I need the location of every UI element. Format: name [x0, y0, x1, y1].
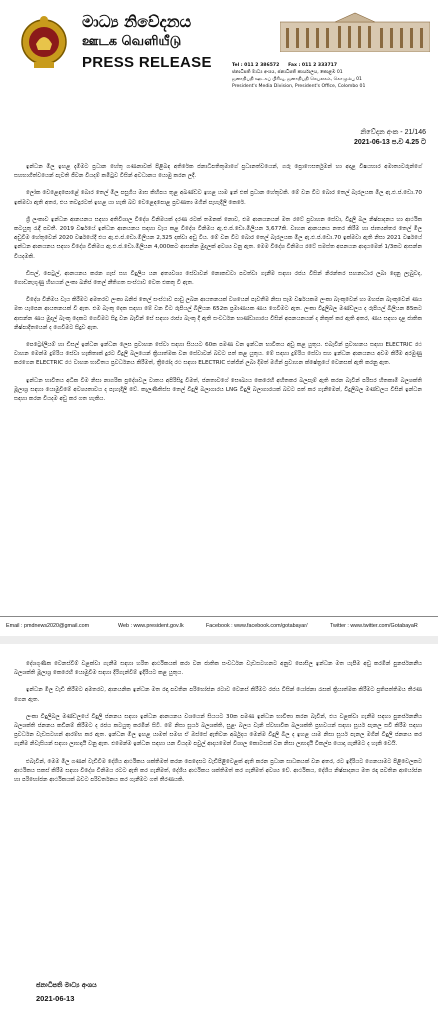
- presidential-office-building-icon: [280, 12, 430, 52]
- release-reference: [354, 128, 426, 148]
- paragraph: විදේශ විනිමය වැය කිරීමට අමතරව ලංකා ඛනිජ තෙල් සංස්ථාව පාඩු ලබන ආයතනයක් වශයෙන් පැවතීම නිසා සෑම වර්ෂයකම ලංකා බැංකුවෙන් හා මහජන බැංකුවෙන් ණය මත යැපෙන ආයතනයක් වී ඇත. එම බැංකු දෙක සඳහා මේ වන විට රුපියල් බිලියන 652ක ප්‍රමාණයක ණය ගෙවීමට ඇත. ලංකා විදුලිබල මණ්ඩලය ද රුපියල් බිලියන 85කට ආසන්න ණය මුදල් බැංකු දෙකට ගෙවීමට සිදු වන බැවින් සේ සඳහා රාජ්‍ය බැංකු දී ඇති සංවර්ධන භාණ්ඩාගාරය විසින් අපනයනයන් ද නිකුත් කර ඇති අතර, ණය සඳහා දළ ජාතික නිෂ්පාදිතයෙන් ද ගෙවීමට සිදුව ඇත.: [14, 297, 422, 331]
- title-sinhala: මාධ්‍ය නිවේදනය: [82, 12, 192, 31]
- signature-block: [36, 978, 97, 1006]
- footer-facebook[interactable]: Facebook : www.facebook.com/gotabayar/: [206, 623, 308, 629]
- release-date-time: 2021-06-13 ප.ව 4.25 ට: [353, 139, 426, 146]
- signature-date: 2021-06-13: [36, 994, 75, 1003]
- fax-number: : 011 2 333717: [298, 63, 338, 68]
- address-english: President's Media Division, President's Office, Colombo 01: [232, 84, 366, 89]
- paragraph: දේශගුණික වෙනස්වීම් වළක්වා ගැනීම සඳහා හරිත ආර්ථිකයක් කරා වන ජාතික සංවර්ධන වැඩසටහනට අනුව පොසිල ඉන්ධන මත යැපීම අඩු කරමින් පුනර්ජනනීය බලශක්ති මූලාශ්‍ර කෙරෙහි යොමුවීම සඳහා දිරිගැන්වීම් ඉදිරියට කළ යුතුය.: [14, 661, 422, 677]
- paragraph: ඩීසල්, පෙට්‍රල්, ආනයනය කරන ගෑස් සහ විදුලිය යන අත්‍යවශ්‍ය සේවාවන් නොකඩවා පවත්වා ගැනීම සඳහා රජය විසින් නිරන්තර සහනාධාර ලබා දෙනු ලැබුවද, ගොඩනැගුණු හිඟයන් ලංකා ඛනිජ තෙල් නීතිගත සංස්ථාව වෙත එකතු වී ඇත.: [14, 270, 422, 287]
- body-page-1: [14, 163, 422, 412]
- fax-label: Fax: [288, 63, 297, 68]
- paragraph: එබැවින්, මෙම මිල ගණන් වැඩිවීම දේශීය ආර්ථිකය ශක්තිමත් කරන පෙදෙසට වැඩිපිළිවෙළක් ඇති කරන ප්‍රධාන සාධකයක් වන අතර, රට ඉදිරියට ගෙනයාමට පිළිවෙලකට ආර්ථිකය සකස් කිරීම සඳහා විදේශ විනිමය රටට ඇති කර ගැනීමත්, දේශීය ආර්ථිකය ශක්තිමත් කර ගැනීමත් අවශ්‍ය වේ. ආර්ථිකය, දේශීය නිෂ්පාදනය මත රඳා පවතින ආයෝජන හා පරිභෝජන ආර්ථිකයක් බවට පරිවර්තනය කර ගැනීමට ගත් තීරණයකි.: [14, 758, 422, 784]
- paragraph: ශ්‍රී ලංකාව ඉන්ධන ආනයනය සඳහා අතිවිශාල විදේශ විනිමයක් දරණ රටක් තමනක් නොව, එම ආනයනයන් මත රටේ ප්‍රවාහන සේවා, විදුලි බල නිෂ්පාදනය හා ආර්ථික කටයුතු රැඳී පවතී. 2019 වර්ෂයේ ඉන්ධන ආනයනය සඳහා වැය කළ විදේශ විනිමය ඇ.එ.ජ.ඩො.මිලියන 3,677කි. වාහන ආනයනය නතර කිරීම හා ජාත්‍යන්තර තෙල් මිල අඩුවීම හේතුවෙන් 2020 වර්ෂයේදී එය ඇ.එ.ජ.ඩො.මිලියන 2,325 දක්වා අඩු විය. මේ වන විට බොර තෙල් බැරලයක මිල ඇ.එ.ජ.ඩො.70 ඉක්මවා ඇති නිසා 2021 වර්ෂයේ ඉන්ධන ආනයනය සඳහා විදේශ විනිමය ඇ.එ.ජ.ඩො.මිලියන 4,000කට ආසන්න මුදලක් අවශ්‍ය වනු ඇත. මෙම විදේශ විනිමය රටේ සමස්ත අපනයන ආදායමෙන් 1/3කට ආසන්න වියදමකි.: [14, 216, 422, 260]
- release-number: නිවේදන අංක - 21/146: [360, 129, 426, 136]
- paragraph: ලෝක වෙළෙඳපොළේ බොර තෙල් මිල පසුගිය මාස කිහිපය තුළ අඛණ්ඩව ඉහළ යාම ඉන් එක් ප්‍රධාන හේතුවකි. මේ වන විට බොර තෙල් බැරලයක මිල ඇ.එ.ජ.ඩො.70 ඉක්මවා ඇති අතර, එය තවදුරටත් ඉහළ යා හැකි බව වෙළෙඳපොළ ප්‍රවණතා මගින් පැහැදිලි කෙරේ.: [14, 190, 422, 206]
- paragraph: ඉන්ධන භාවිතය අධික වීම නිසා නාගරික ප්‍රදේශවල වාතය අපිරිසිදු වීමත්, ජනතාවගේ සෞඛ්‍යය කෙරෙහි අහිතකර බලපෑම් ඇති කරන බැවින් පරිසර හිතකාමී බලශක්ති මූලාශ්‍ර සඳහා යොමුවීමේ අවශ්‍යතාවය ද පැහැදිලි වේ. කැලණිතිස්ස තෙල් විදුලි බලාගාරය LNG විදුලි බලාගාරයක් බවට පත් කර ගැනීමෙන්, විදුලිබල මණ්ඩලය විසින් ඉන්ධන සඳහා කරන වියදම අඩු කර ගත හැකිය.: [14, 377, 422, 403]
- title-english: PRESS RELEASE: [82, 54, 212, 71]
- body-page-2: [14, 660, 422, 793]
- sri-lanka-emblem-icon: [20, 14, 68, 72]
- tel-number: : 011 2 386572: [240, 63, 280, 68]
- footer-web[interactable]: Web : www.president.gov.lk: [118, 623, 184, 629]
- phone-fax-line: [232, 62, 432, 69]
- signature-office: ජනාධිපති මාධ්‍ය අංශය: [36, 981, 97, 989]
- footer-twitter[interactable]: Twitter : www.twitter.com/GotabayaR: [330, 623, 418, 629]
- paragraph: පෙට්‍රෝලියම් හා ඩීසල් ඉන්ධන ඉන්ධන ලෙස ප්‍රවාහන සේවා සඳහා සියයට 60ක පමණ වන ඉන්ධන භාවිතය අඩු කළ යුතුය. එබැවින් ප්‍රවාහනය සඳහා ELECTRIC රථ වාහන මෙන්ම දුම්රිය සේවා හැකිතාක් දුරට විදුලි බලයෙන් ක්‍රියාත්මක වන සේවාවන් බවට පත් කළ යුතුය. මේ සඳහා දුම්රිය සේවා සහ ඉන්ධන ආනයනය අවම කිරීම අරමුණු කරගෙන ELECTRIC රථ වාහන භාවිතය ප්‍රවර්ධනය කිරීමත්, ත්‍රීරෝද රථ සඳහා ELECTRIC එන්ජින් ලබා දීමත් මගින් ප්‍රවාහන ක්ෂේත්‍රයේ වෙනසක් ඇති කරනු ඇත.: [14, 342, 422, 367]
- paragraph: ඉන්ධන මිල වැඩි කිරීමට අමතරව, ආනයනික ඉන්ධන මත රඳා පවතින පරිභෝජන රටාව වෙනස් කිරීමට රජය විසින් යෝජනා රැසක් ක්‍රියාත්මක කිරීමට ප්‍රතිපත්තිමය තීරණ ගෙන ඇත.: [14, 687, 422, 703]
- address-sinhala: ජනාධිපති මාධ්‍ය අංශය, ජනාධිපති කාර්යාලය, කොළඹ 01: [232, 70, 343, 75]
- paragraph: ඉන්ධන මිල ඉහළ දැමීමට ප්‍රධාන හේතු ගණනාවක් පිළිබඳ අතිරේක ජනාධිපතිතුමාගේ ප්‍රධානත්වයෙන්, ගරු ප්‍රොෆෙසර්තුමන් හා අදාළ විෂයභාර අමාත්‍යවරුන්ගේ සහභාගීත්වයෙන් පැවති ජීවන වියදම් කමිටුව විසින් අවධානය යොමු කරන ලදී.: [14, 164, 422, 180]
- footer-contacts: [0, 616, 438, 635]
- address-tamil: ஜனாதிபதி ஊடகப் பிரிவு, ஜனாதிபதி செயலகம், கொழும்பு 01: [232, 77, 362, 82]
- tel-label: Tel: [232, 63, 240, 68]
- footer-email[interactable]: Email : pmdnews2020@gmail.com: [6, 623, 90, 629]
- title-tamil: ஊடக வெளியீடு: [82, 34, 182, 49]
- paragraph: ලංකා විදුලිබල මණ්ඩලයේ විදුලි ජනනය සඳහා ඉන්ධන ආනයනය වශයෙන් සියයට 30ක පමණ ඉන්ධන භාවිතා කරන බැවින්, එය වළක්වා ගැනීම සඳහා පුනර්ජනනීය බලශක්ති ජනනය කඩිනම් කිරීමට ද රජය කටයුතු කරමින් සිටී. මේ නිසා සූර්ය බලශක්ති, සුළං බලය වැනි ස්වභාවික බලශක්ති ප්‍රභවයන් සඳහා සූර්ය පැනල සවි කිරීම සඳහා ප්‍රවර්ධන වැඩසටහන් ආරම්භ කර ඇත. ඉන්ධන මිල ඉහළ යාමත් සමඟ ඒ ඔස්සේ ඇතිවන අර්බුදය මෙන්ම විදුලි බිල ද ඉහළ යාම නිසා සූර්ය පැනල මගින් විදුලි ජනනය කර ගැනීම නිවැසියන් සඳහා ලාභදායී වනු ඇත. එමෙන්ම ඉන්ධන සඳහා යන වියදම පවුල් ආදායමෙන් විශාල කොටසක් වන නිසා ලාභදායී විකල්ප යොදා ගැනීමට ද හැකි වෙයි.: [14, 713, 422, 748]
- contact-block: [232, 62, 432, 90]
